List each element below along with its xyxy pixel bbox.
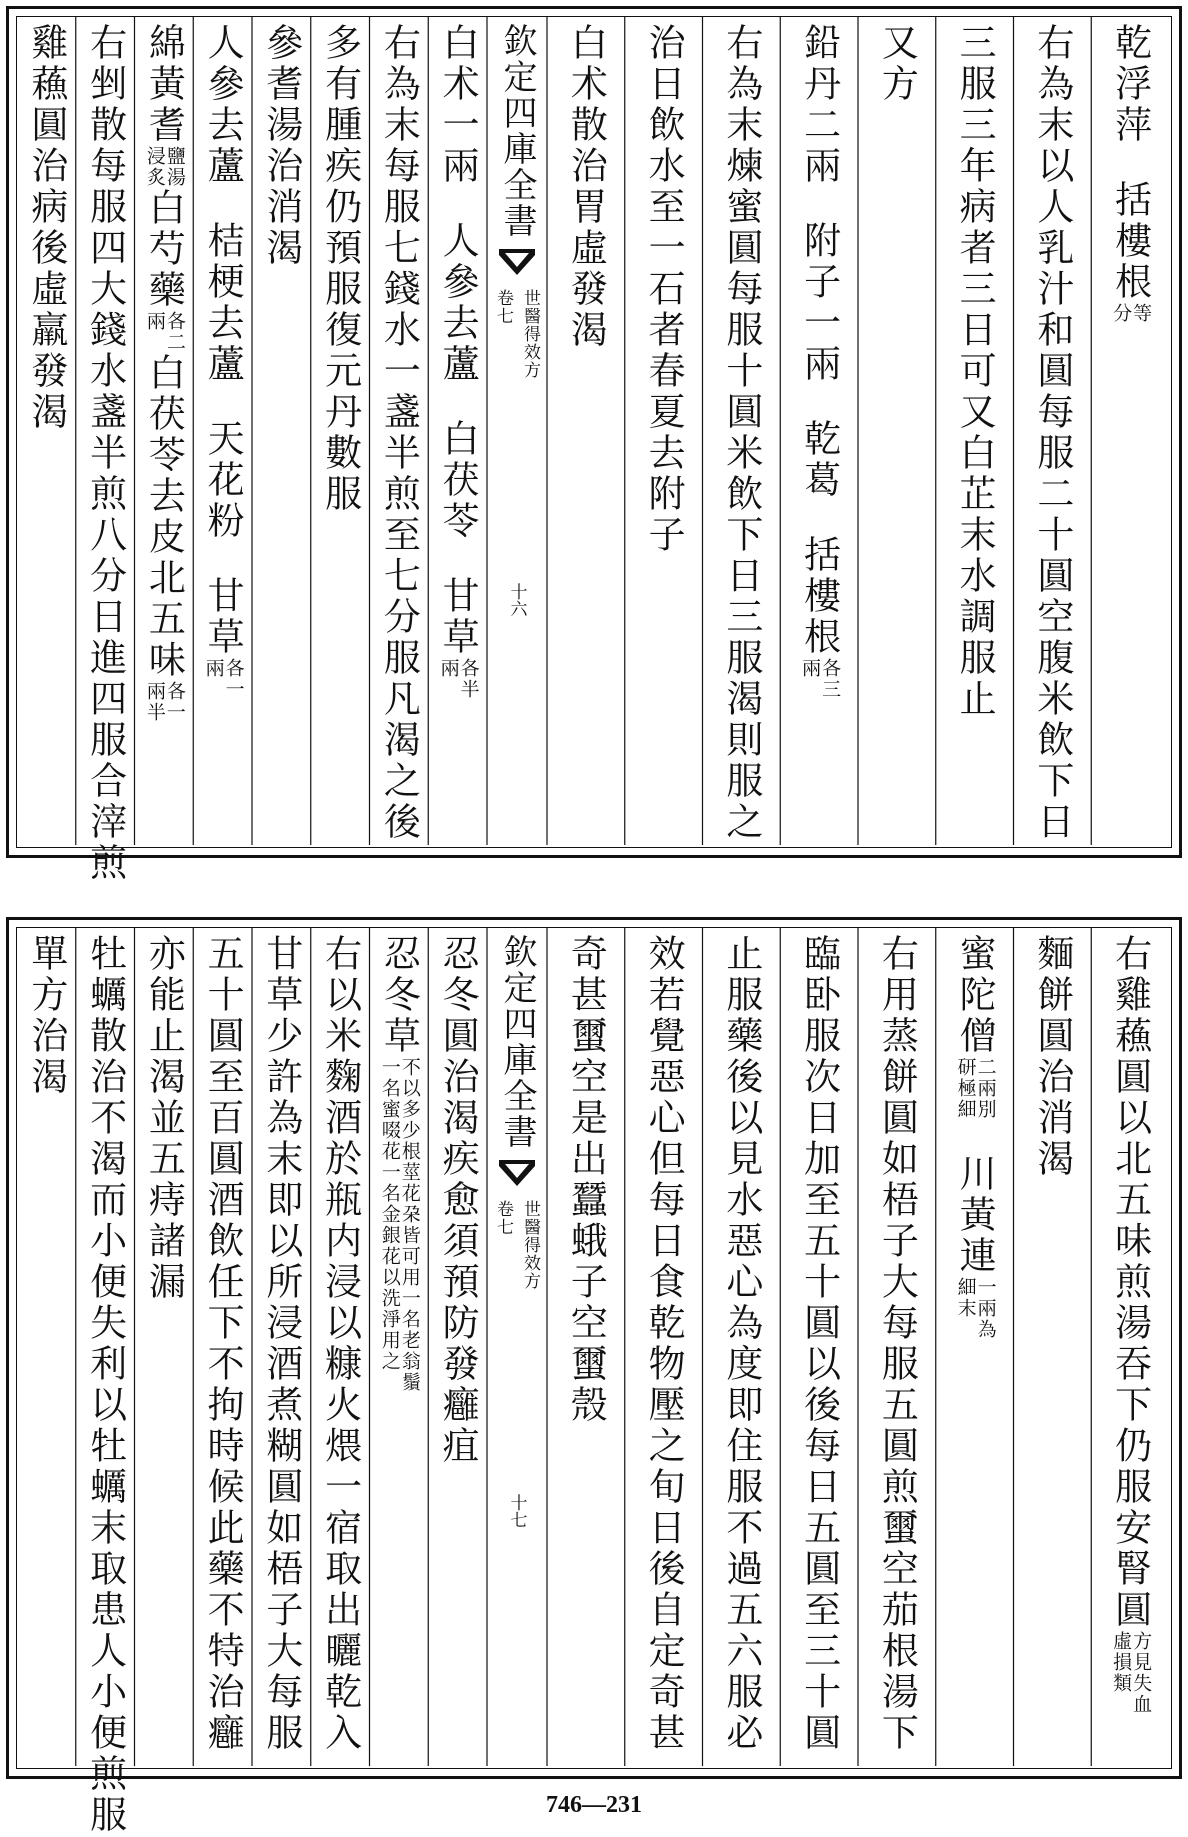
note-line: 浸炙	[143, 146, 166, 188]
text-column	[858, 934, 936, 1762]
bottom-banxin	[487, 934, 547, 1762]
column-text: 右雞蘓圓以北五味煎湯吞下仍服安腎圓	[1108, 934, 1152, 1631]
column-text: 天花粉	[201, 419, 245, 542]
note-line: 虛損類	[1110, 1631, 1133, 1694]
column-text: 人參去蘆	[201, 23, 245, 187]
interlinear-note	[1110, 1631, 1153, 1715]
interlinear-note	[438, 658, 478, 700]
column-text: 治日飲水至一石者春夏去附子	[642, 23, 686, 556]
text-column	[1014, 934, 1092, 1762]
note-line: 一兩為	[974, 1277, 997, 1340]
text-column	[703, 934, 781, 1762]
column-text: 括樓根	[797, 535, 841, 658]
text-column	[76, 934, 135, 1836]
interlinear-note	[955, 1277, 995, 1340]
interlinear-note	[144, 681, 184, 723]
text-column	[936, 934, 1014, 1762]
note-line: 各二	[163, 311, 186, 353]
column-text: 桔梗去蘆	[201, 221, 245, 385]
column-text: 甘草	[201, 576, 245, 658]
fish-tail-ornament-icon	[497, 247, 537, 277]
text-column	[1091, 934, 1169, 1762]
note-line: 各半	[457, 658, 480, 700]
text-column	[858, 23, 936, 841]
interlinear-note	[955, 1057, 995, 1120]
note-line: 二兩別	[974, 1057, 997, 1120]
column-text: 白芍藥	[142, 188, 186, 311]
text-column	[193, 934, 252, 1762]
text-column	[780, 23, 858, 841]
column-text: 三服三年病者三日可又白芷末水調服止	[953, 23, 997, 720]
interlinear-note	[379, 1057, 419, 1393]
note-line: 各一	[163, 681, 186, 723]
text-column	[17, 23, 76, 841]
top-page	[6, 6, 1182, 884]
text-column	[76, 23, 135, 884]
text-column	[1014, 23, 1092, 841]
text-column	[252, 934, 311, 1762]
interlinear-note	[203, 658, 243, 700]
column-text: 鉛丹二兩	[797, 23, 841, 187]
column-text: 白茯苓去皮	[142, 353, 186, 558]
column-text: 奇甚蠒空是出蠶蛾子空蠒殼	[564, 934, 608, 1426]
column-text: 多有腫疾仍預服復元丹數服	[318, 23, 362, 515]
text-column	[311, 934, 370, 1762]
column-text: 白术散治胃虛發渴	[564, 23, 608, 351]
text-column	[311, 23, 370, 841]
column-text: 單方治渴	[24, 934, 68, 1098]
column-text: 人參去蘆	[436, 221, 480, 385]
note-line: 細末	[954, 1277, 977, 1319]
column-text: 括樓根	[1108, 180, 1152, 303]
text-column	[370, 934, 429, 1762]
interlinear-note	[144, 146, 184, 188]
note-line: 兩	[437, 658, 460, 679]
note-line: 各一	[222, 658, 245, 700]
text-column	[547, 23, 625, 841]
text-column	[625, 23, 703, 841]
text-column	[625, 934, 703, 1762]
running-title: 世醫得效方	[520, 1200, 540, 1290]
column-text: 麵餅圓治消渴	[1030, 934, 1074, 1180]
column-text: 右以米麴酒於瓶内浸以糠火煨一宿取出曬乾入	[318, 934, 362, 1754]
text-column	[1091, 23, 1169, 841]
column-text: 綿黃耆	[142, 23, 186, 146]
text-column	[703, 23, 781, 841]
running-title: 世醫得效方	[520, 289, 540, 379]
text-column	[370, 23, 429, 841]
text-column	[135, 934, 194, 1762]
column-text: 乾葛	[797, 419, 841, 501]
column-text: 白茯苓	[436, 419, 480, 542]
text-column	[428, 934, 487, 1762]
note-line: 鹽湯	[163, 146, 186, 188]
column-text: 五十圓至百圓酒飲任下不拘時候此藥不特治癰	[201, 934, 245, 1754]
column-text: 甘草少許為末即以所浸酒煮糊圓如梧子大每服	[259, 934, 303, 1754]
text-column	[428, 23, 487, 841]
note-line: 等	[1130, 303, 1153, 324]
page-code: 746—231	[546, 1792, 642, 1818]
note-line: 不以多少根莖花朶皆可用一名老翁鬚	[398, 1057, 421, 1393]
fish-tail-ornament-icon	[497, 1158, 537, 1188]
page-number: 十六	[506, 583, 527, 617]
text-column	[936, 23, 1014, 841]
volume-label: 卷七	[493, 289, 513, 325]
column-text: 右用蒸餅圓如梧子大每服五圓煎蠒空茄根湯下	[875, 934, 919, 1754]
column-text: 參耆湯治消渴	[259, 23, 303, 269]
column-text: 雞蘓圓治病後虛羸發渴	[24, 23, 68, 433]
page-number: 十七	[506, 1494, 527, 1528]
column-text: 右剉散每服四大錢水盞半煎八分日進四服合滓煎	[83, 23, 127, 884]
note-line: 兩	[143, 311, 166, 332]
interlinear-note	[1110, 303, 1153, 324]
column-text: 牡蠣散治不渴而小便失利以牡蠣末取患人小便煎服	[83, 934, 127, 1836]
column-text: 蜜陀僧	[953, 934, 997, 1057]
column-text: 右為末煉蜜圓每服十圓米飲下日三服渴則服之	[719, 23, 763, 843]
column-text: 臨卧服次日加至五十圓以後每日五圓至三十圓	[797, 934, 841, 1754]
interlinear-note	[144, 311, 184, 353]
note-line: 兩	[202, 658, 225, 679]
text-column	[252, 23, 311, 841]
column-text: 北五味	[142, 558, 186, 681]
top-text-frame	[16, 16, 1172, 884]
column-text: 乾浮萍	[1108, 23, 1152, 146]
note-line: 一名蜜啜花一名金銀花以洗淨用之	[378, 1057, 401, 1372]
column-text: 右為末每服七錢水一盞半煎至七分服凡渴之後	[377, 23, 421, 843]
text-column	[780, 934, 858, 1762]
book-title: 欽定四庫全書	[497, 934, 537, 1150]
column-text: 白术一兩	[436, 23, 480, 187]
book-title: 欽定四庫全書	[497, 23, 537, 239]
note-line: 各三	[819, 658, 842, 700]
note-line: 分	[1110, 303, 1133, 324]
text-column	[135, 23, 194, 841]
column-text: 忍冬草	[377, 934, 421, 1057]
volume-label: 卷七	[493, 1200, 513, 1236]
column-text: 忍冬圓治渴疾愈須預防發癰疽	[436, 934, 480, 1467]
text-column	[17, 934, 76, 1762]
column-text: 川黃連	[953, 1154, 997, 1277]
interlinear-note	[799, 658, 842, 700]
column-text: 甘草	[436, 576, 480, 658]
text-column	[547, 934, 625, 1762]
column-text: 亦能止渴並五痔諸漏	[142, 934, 186, 1303]
column-text: 止服藥後以見水惡心為度即住服不過五六服必	[719, 934, 763, 1754]
column-text: 效若覺惡心但每日食乾物壓之旬日後自定奇甚	[642, 934, 686, 1754]
note-line: 兩	[799, 658, 822, 679]
note-line: 研極細	[954, 1057, 977, 1120]
note-line: 方見失血	[1130, 1631, 1153, 1715]
column-text: 右為末以人乳汁和圓每服二十圓空腹米飲下日	[1030, 23, 1074, 843]
column-text: 又方	[875, 23, 919, 105]
note-line: 兩半	[143, 681, 166, 723]
top-banxin	[487, 23, 547, 841]
column-text: 附子一兩	[797, 221, 841, 385]
text-column	[193, 23, 252, 841]
